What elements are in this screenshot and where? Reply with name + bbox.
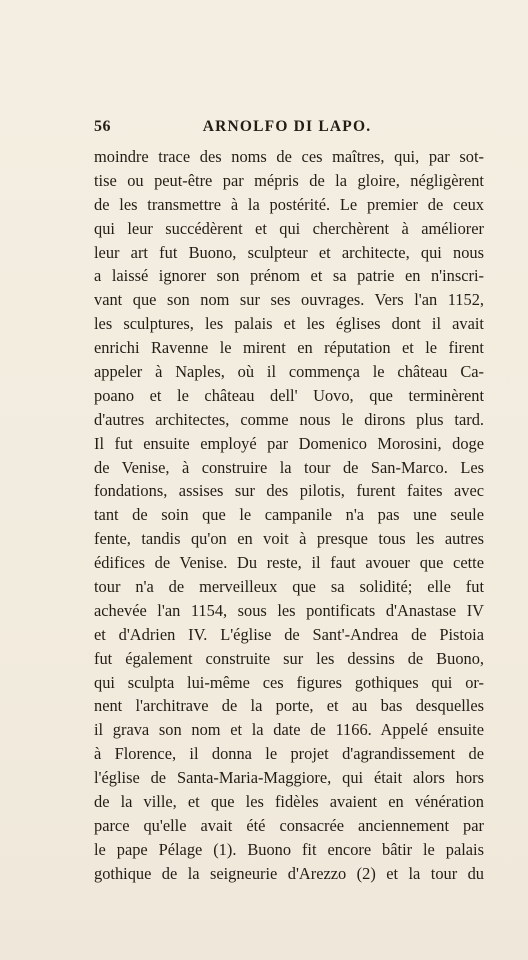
- text-line: Il fut ensuite employé par Domenico Morosini, doge: [94, 433, 484, 453]
- text-line: qui leur succédèrent et qui cherchèrent à améliorer: [94, 218, 484, 238]
- text-line: poano et le château dell' Uovo, que terminèrent: [94, 385, 484, 405]
- text-line: l'église de Santa-Maria-Maggiore, qui était alors hors: [94, 768, 484, 788]
- text-line: tour n'a de merveilleux que sa solidité; elle fut: [94, 577, 484, 597]
- text-line: il grava son nom et la date de 1166. Appelé ensuite: [94, 720, 484, 740]
- text-line: qui sculpta lui-même ces figures gothiques qui or-: [94, 672, 484, 692]
- text-line: tant de soin que le campanile n'a pas une seule: [94, 505, 484, 525]
- text-line: de les transmettre à la postérité. Le premier de ceux: [94, 194, 484, 214]
- page-number: 56: [94, 118, 111, 135]
- text-line: leur art fut Buono, sculpteur et architecte, qui nous: [94, 242, 484, 262]
- page-header: [94, 118, 480, 142]
- text-line: appeler à Naples, où il commença le château Ca-: [94, 362, 484, 382]
- text-line: gothique de la seigneurie d'Arezzo (2) et la tour du: [94, 863, 484, 883]
- text-line: a laissé ignorer son prénom et sa patrie en n'inscri-: [94, 266, 484, 286]
- text-line: fente, tandis qu'on en voit à presque tous les autres: [94, 529, 484, 549]
- text-line: moindre trace des noms de ces maîtres, qui, par sot-: [94, 147, 484, 166]
- text-line: édifices de Venise. Du reste, il faut avouer que cette: [94, 553, 484, 573]
- text-line: de la ville, et que les fidèles avaient en vénération: [94, 792, 484, 812]
- text-line: fondations, assises sur des pilotis, furent faites avec: [94, 481, 484, 501]
- text-line: et d'Adrien IV. L'église de Sant'-Andrea de Pistoia: [94, 624, 484, 644]
- text-line: fut également construite sur les dessins de Buono,: [94, 648, 484, 668]
- text-line: vant que son nom sur ses ouvrages. Vers l'an 1152,: [94, 290, 484, 310]
- text-line: nent l'architrave de la porte, et au bas desquelles: [94, 696, 484, 716]
- text-line: les sculptures, les palais et les églises dont il avait: [94, 314, 484, 334]
- running-head: ARNOLFO DI LAPO.: [202, 118, 372, 135]
- text-line: achevée l'an 1154, sous les pontificats d'Anastase IV: [94, 600, 484, 620]
- text-line: parce qu'elle avait été consacrée anciennement par: [94, 815, 484, 835]
- text-line: de Venise, à construire la tour de San-Marco. Les: [94, 457, 484, 477]
- text-line: à Florence, il donna le projet d'agrandissement de: [94, 744, 484, 764]
- text-line: enrichi Ravenne le mirent en réputation et le firent: [94, 338, 484, 358]
- body-text: [94, 145, 484, 886]
- text-line: d'autres architectes, comme nous le dirons plus tard.: [94, 409, 484, 429]
- text-line: tise ou peut-être par mépris de la gloire, négligèrent: [94, 170, 484, 190]
- text-line: le pape Pélage (1). Buono fit encore bâtir le palais: [94, 839, 484, 859]
